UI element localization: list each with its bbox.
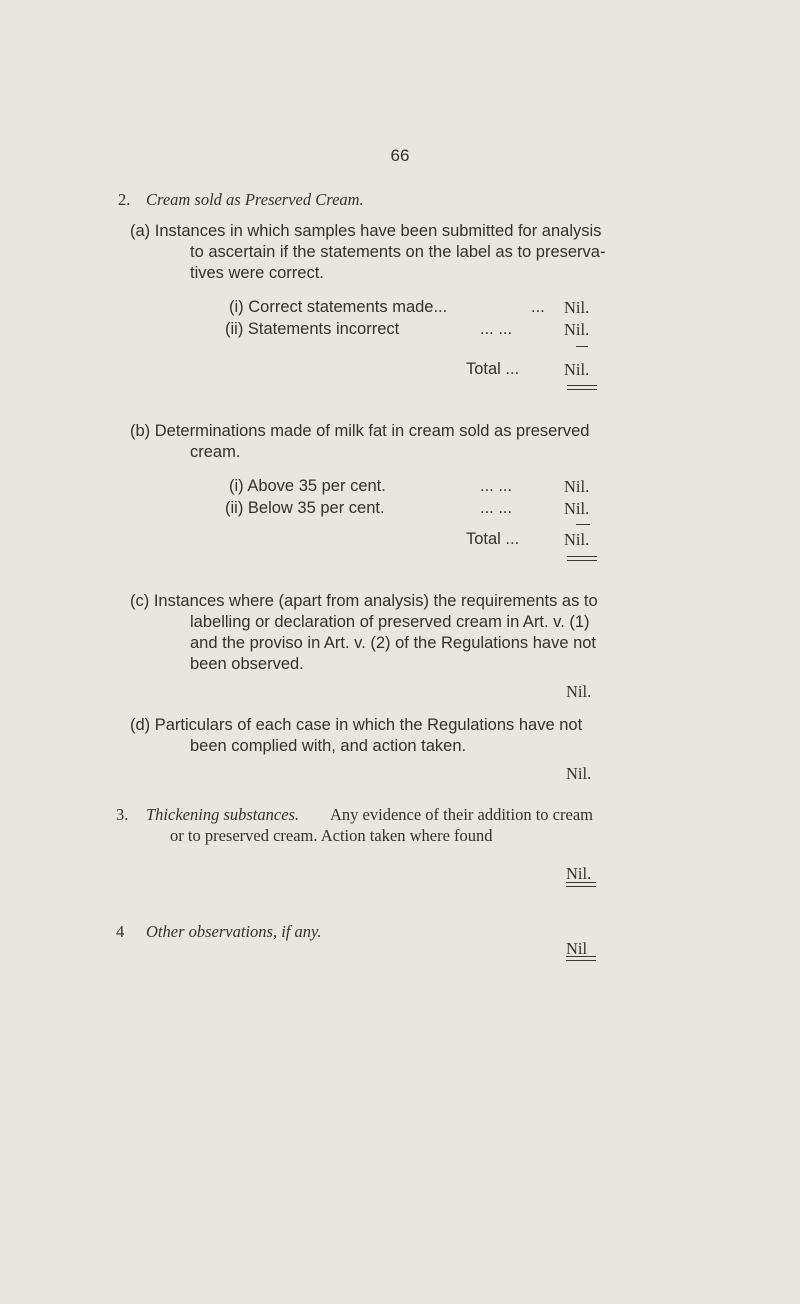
total-double-rule — [567, 556, 597, 557]
total-double-rule-lower — [566, 960, 596, 961]
item-b-ii-value: Nil. — [564, 499, 590, 518]
item-a-total-value: Nil. — [564, 360, 590, 379]
section-3-value: Nil. — [566, 864, 592, 883]
section-3-text-1: Any evidence of their addition to cream — [330, 805, 593, 824]
item-b-total-label: Total ... — [466, 530, 520, 548]
item-a-i-label: (i) Correct statements made... — [229, 298, 448, 316]
section-3-title: Thickening substances. — [146, 805, 300, 824]
item-c-value: Nil. — [566, 682, 592, 701]
item-c-line-3: and the proviso in Art. v. (2) of the Regulations have not — [190, 634, 597, 652]
section-4-number: 4 — [116, 922, 125, 941]
section-4-title: Other observations, if any. — [146, 922, 322, 941]
total-double-rule-lower — [566, 886, 596, 887]
item-a-total-label: Total ... — [466, 360, 520, 378]
item-b-ii-label: (ii) Below 35 per cent. — [225, 499, 385, 517]
item-b-i-label: (i) Above 35 per cent. — [229, 477, 386, 495]
item-c-line-1: (c) Instances where (apart from analysis) the requirements as to — [130, 592, 598, 610]
item-a-ii-value: Nil. — [564, 320, 590, 339]
item-c-line-4: been observed. — [190, 655, 304, 673]
item-a-line-2: to ascertain if the statements on the label as to preserva- — [190, 243, 606, 261]
section-2-number: 2. — [118, 190, 131, 209]
item-c-line-2: labelling or declaration of preserved cream in Art. v. (1) — [190, 613, 590, 631]
section-3-text-2: or to preserved cream. Action taken where found — [170, 826, 493, 845]
item-d-value: Nil. — [566, 764, 592, 783]
item-b-i-value: Nil. — [564, 477, 590, 496]
item-a-ii-dots: ... ... — [480, 320, 513, 338]
total-double-rule — [566, 882, 596, 883]
item-b-ii-dots: ... ... — [480, 499, 513, 517]
total-double-rule — [566, 956, 596, 957]
item-b-line-1: (b) Determinations made of milk fat in cream sold as preserved — [130, 422, 590, 440]
subtotal-rule — [576, 524, 590, 525]
section-4-value: Nil — [566, 939, 588, 958]
subtotal-rule — [576, 346, 588, 347]
total-double-rule-lower — [567, 389, 597, 390]
item-a-ii-label: (ii) Statements incorrect — [225, 320, 400, 338]
total-double-rule — [567, 385, 597, 386]
page-number: 66 — [390, 146, 410, 165]
item-b-i-dots: ... ... — [480, 477, 513, 495]
item-d-line-1: (d) Particulars of each case in which the Regulations have not — [130, 716, 583, 734]
section-3-number: 3. — [116, 805, 129, 824]
item-b-line-2: cream. — [190, 443, 241, 461]
total-double-rule-lower — [567, 560, 597, 561]
item-a-line-3: tives were correct. — [190, 264, 324, 282]
item-d-line-2: been complied with, and action taken. — [190, 737, 467, 755]
item-b-total-value: Nil. — [564, 530, 590, 549]
item-a-line-1: (a) Instances in which samples have been submitted for analysis — [130, 222, 602, 240]
item-a-i-dots: ... — [531, 298, 545, 316]
section-2-title: Cream sold as Preserved Cream. — [146, 190, 364, 209]
item-a-i-value: Nil. — [564, 298, 590, 317]
